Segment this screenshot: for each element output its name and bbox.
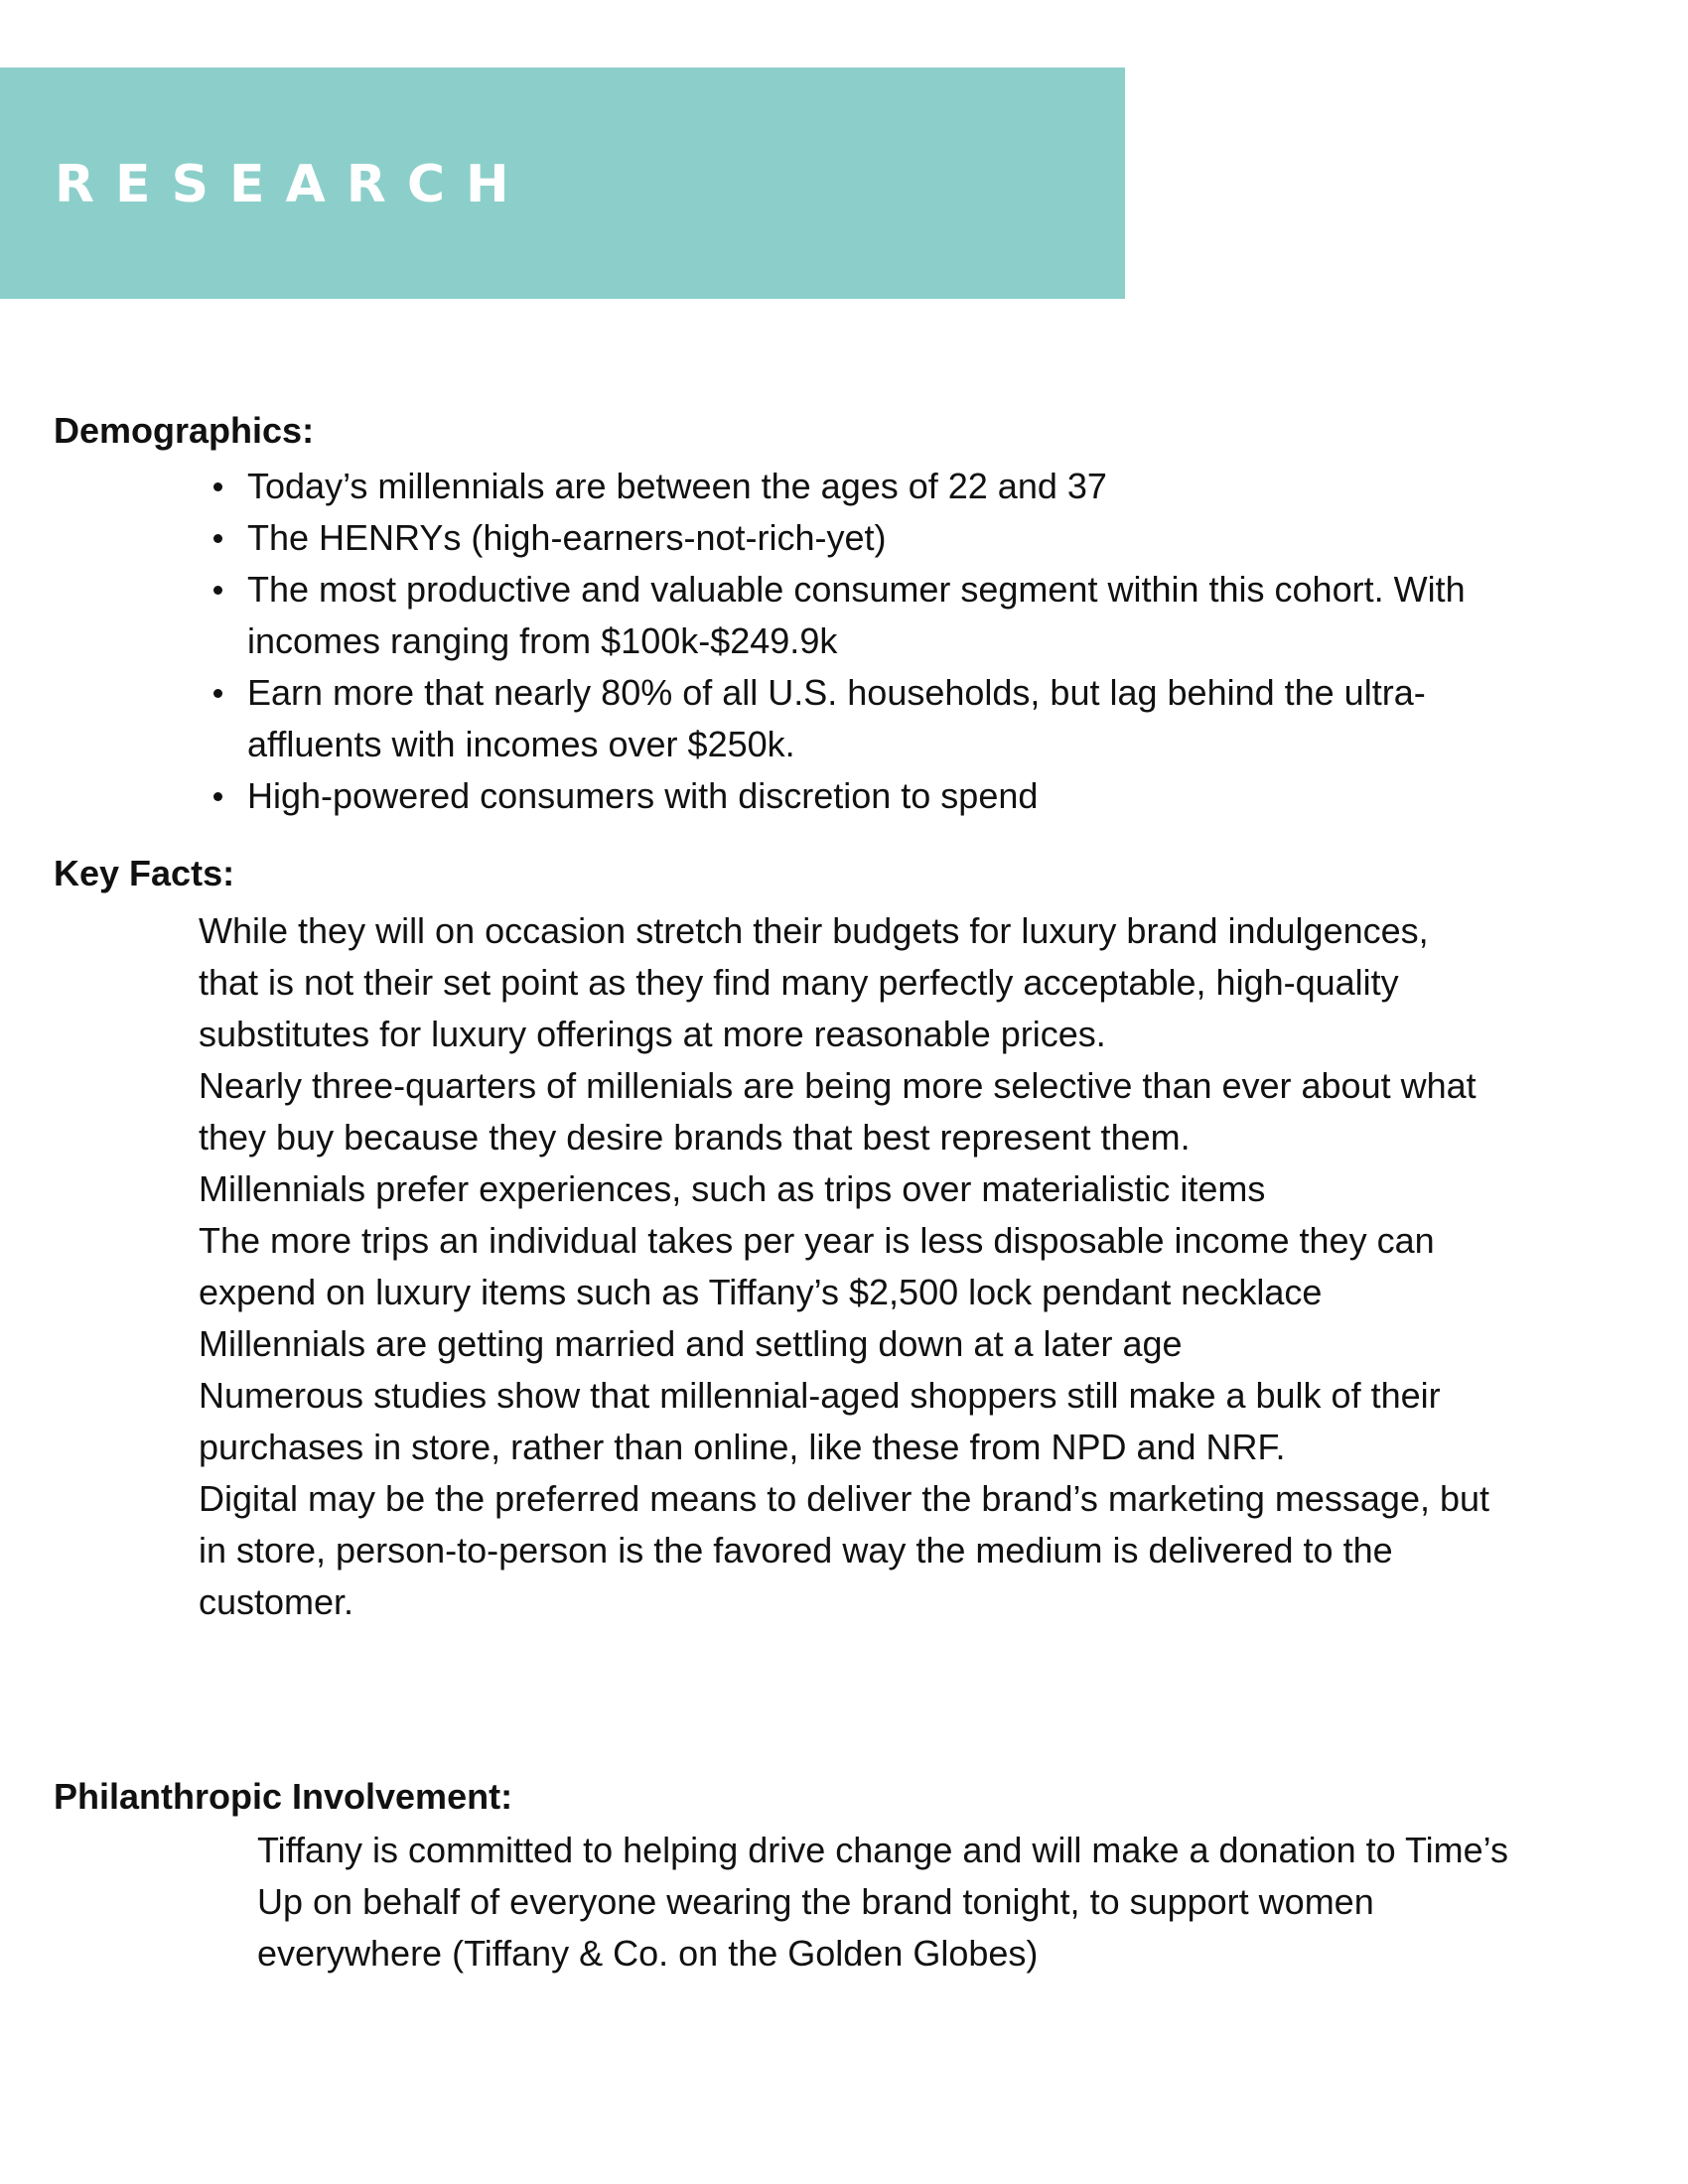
fact-paragraph: Millennials prefer experiences, such as trips over materialistic items <box>199 1168 1266 1209</box>
list-item: High-powered consumers with discretion to spend <box>247 770 1498 822</box>
demographics-heading: Demographics: <box>54 410 315 451</box>
fact-paragraph: Millennials are getting married and settling down at a later age <box>199 1323 1183 1364</box>
fact-paragraph: Nearly three-quarters of millenials are being more selective than ever about what they buy because they desire brands that best represent them. <box>199 1065 1477 1158</box>
key-facts-heading: Key Facts: <box>54 853 235 893</box>
key-facts-body <box>199 905 1489 1628</box>
philanthropy-heading: Philanthropic Involvement: <box>54 1776 513 1817</box>
list-item: The most productive and valuable consumer segment within this cohort. With incomes ranging from $100k-$249.9k <box>247 564 1498 667</box>
philanthropy-text: Tiffany is committed to helping drive change and will make a donation to Time’s Up on behalf of everyone wearing the brand tonight, to support women everywhere (Tiffany & Co. on the Golden Globes) <box>257 1830 1508 1974</box>
list-item: Today’s millennials are between the ages of 22 and 37 <box>247 461 1498 512</box>
list-item: The HENRYs (high-earners-not-rich-yet) <box>247 512 1498 564</box>
fact-paragraph: Digital may be the preferred means to deliver the brand’s marketing message, but in store, person-to-person is the favored way the medium is delivered to the customer. <box>199 1478 1490 1622</box>
list-item: Earn more that nearly 80% of all U.S. households, but lag behind the ultra-affluents with incomes over $250k. <box>247 667 1498 770</box>
fact-paragraph: The more trips an individual takes per year is less disposable income they can expend on luxury items such as Tiffany’s $2,500 lock pendant necklace <box>199 1220 1435 1312</box>
fact-paragraph: While they will on occasion stretch their budgets for luxury brand indulgences, that is not their set point as they find many perfectly acceptable, high-quality substitutes for luxury offerings at more reasonable prices. <box>199 910 1429 1054</box>
page-title: RESEARCH <box>55 155 530 214</box>
fact-paragraph: Numerous studies show that millennial-aged shoppers still make a bulk of their purchases in store, rather than online, like these from NPD and NRF. <box>199 1375 1441 1467</box>
demographics-list <box>247 461 1498 822</box>
